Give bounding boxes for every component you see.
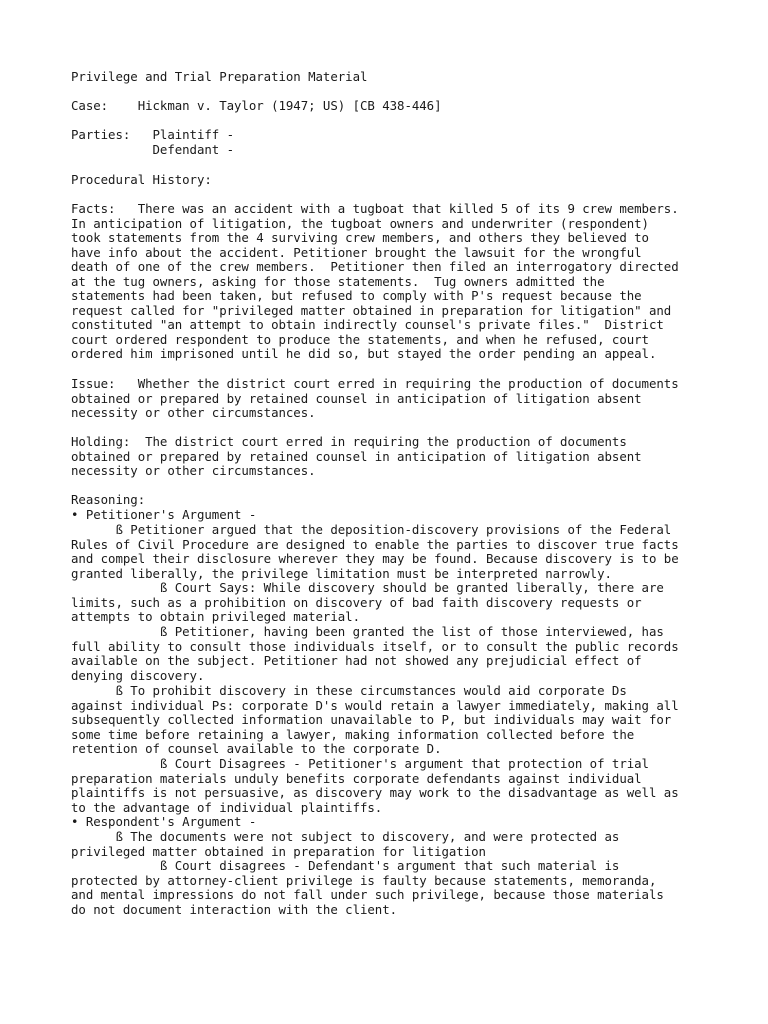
reasoning-line: and mental impressions do not fall under such privilege, because those materials	[71, 887, 664, 902]
parties-defendant: Defendant -	[71, 142, 235, 157]
facts-line: took statements from the 4 surviving crew members, and others they believed to	[71, 230, 649, 245]
reasoning-line: available on the subject. Petitioner had not showed any prejudicial effect of	[71, 653, 642, 668]
case-line: Case: Hickman v. Taylor (1947; US) [CB 438-446]	[71, 98, 442, 113]
reasoning-line: ß The documents were not subject to discovery, and were protected as	[71, 829, 620, 844]
reasoning-bullet-respondent: • Respondent's Argument -	[71, 814, 257, 829]
issue-line: Issue: Whether the district court erred in requiring the production of documents	[71, 376, 679, 391]
reasoning-line: ß Petitioner argued that the deposition-discovery provisions of the Federal	[71, 522, 672, 537]
reasoning-line: retention of counsel available to the corporate D.	[71, 741, 442, 756]
holding-line: obtained or prepared by retained counsel in anticipation of litigation absent	[71, 448, 642, 464]
holding-line: necessity or other circumstances.	[71, 463, 316, 478]
reasoning-line: granted liberally, the privilege limitation must be interpreted narrowly.	[71, 565, 612, 581]
issue-line: necessity or other circumstances.	[71, 405, 316, 420]
reasoning-line: ß Court Disagrees - Petitioner's argument that protection of trial	[71, 756, 649, 771]
facts-line: statements had been taken, but refused to comply with P's request because the	[71, 288, 642, 303]
reasoning-heading: Reasoning:	[71, 492, 146, 507]
reasoning-line: ß Petitioner, having been granted the list of those interviewed, has	[71, 624, 664, 639]
reasoning-line: to the advantage of individual plaintiffs.	[71, 799, 383, 815]
parties-plaintiff: Parties: Plaintiff -	[71, 127, 235, 142]
reasoning-line: preparation materials unduly benefits corporate defendants against individual	[71, 770, 642, 786]
issue-line: obtained or prepared by retained counsel in anticipation of litigation absent	[71, 390, 642, 406]
holding-line: Holding: The district court erred in requiring the production of documents	[71, 434, 627, 449]
reasoning-line: attempts to obtain privileged material.	[71, 609, 360, 624]
facts-line: request called for "privileged matter obtained in preparation for litigation" and	[71, 302, 672, 318]
reasoning-line: ß To prohibit discovery in these circumstances would aid corporate Ds	[71, 683, 627, 698]
facts-line: Facts: There was an accident with a tugboat that killed 5 of its 9 crew members.	[71, 201, 679, 216]
procedural-history-heading: Procedural History:	[71, 172, 212, 187]
reasoning-line: Rules of Civil Procedure are designed to enable the parties to discover true facts	[71, 536, 679, 552]
reasoning-line: subsequently collected information unavailable to P, but individuals may wait for	[71, 712, 672, 727]
reasoning-line: and compel their disclosure wherever they may be found. Because discovery is to be	[71, 551, 679, 566]
reasoning-bullet-petitioner: • Petitioner's Argument -	[71, 507, 257, 522]
reasoning-line: plaintiffs is not persuasive, as discovery may work to the disadvantage as well as	[71, 785, 679, 800]
reasoning-line: protected by attorney-client privilege is faulty because statements, memoranda,	[71, 872, 657, 888]
reasoning-line: limits, such as a prohibition on discovery of bad faith discovery requests or	[71, 594, 642, 610]
reasoning-line: against individual Ps: corporate D's would retain a lawyer immediately, making all	[71, 697, 679, 713]
reasoning-line: privileged matter obtained in preparation for litigation	[71, 843, 486, 859]
facts-line: at the tug owners, asking for those statements. Tug owners admitted the	[71, 273, 605, 289]
facts-line: death of one of the crew members. Petitioner then filed an interrogatory directed	[71, 259, 679, 274]
reasoning-line: some time before retaining a lawyer, making information collected before the	[71, 726, 635, 742]
document-title: Privilege and Trial Preparation Material	[71, 69, 368, 84]
reasoning-line: ß Court Says: While discovery should be granted liberally, there are	[71, 580, 664, 595]
facts-line: ordered him imprisoned until he did so, but stayed the order pending an appeal.	[71, 346, 657, 361]
reasoning-line: ß Court disagrees - Defendant's argument that such material is	[71, 858, 620, 873]
facts-line: court ordered respondent to produce the statements, and when he refused, court	[71, 331, 649, 347]
facts-line: constituted "an attempt to obtain indirectly counsel's private files." District	[71, 317, 664, 332]
reasoning-line: do not document interaction with the client.	[71, 901, 398, 917]
facts-line: In anticipation of litigation, the tugboat owners and underwriter (respondent)	[71, 215, 649, 231]
facts-line: have info about the accident. Petitioner brought the lawsuit for the wrongful	[71, 244, 642, 260]
reasoning-line: denying discovery.	[71, 667, 205, 683]
reasoning-line: full ability to consult those individuals itself, or to consult the public records	[71, 638, 679, 654]
